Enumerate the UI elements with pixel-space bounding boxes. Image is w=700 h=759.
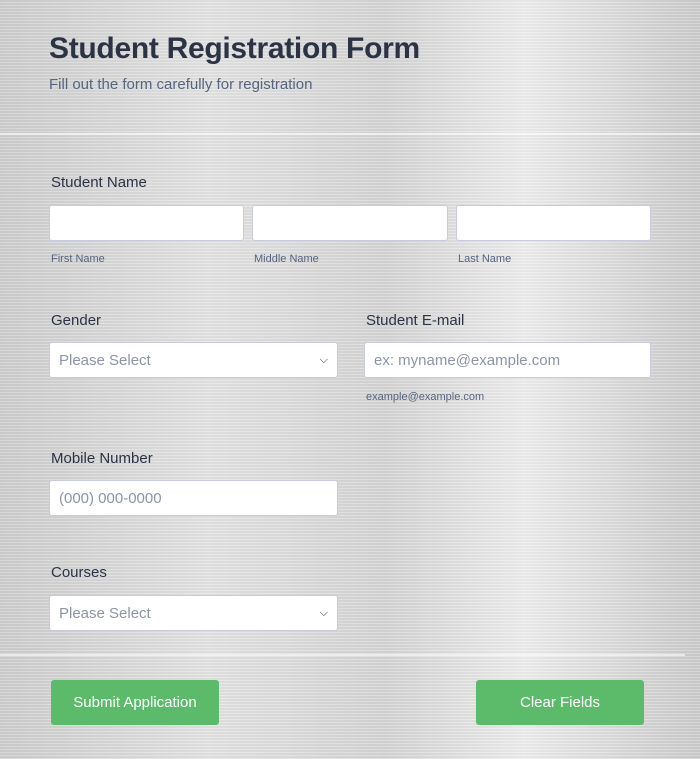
first-name-input[interactable] xyxy=(49,205,244,241)
page-subtitle: Fill out the form carefully for registration xyxy=(49,76,313,93)
email-input[interactable] xyxy=(364,342,651,378)
student-name-label: Student Name xyxy=(51,174,147,191)
email-label: Student E-mail xyxy=(366,312,465,329)
gender-select[interactable] xyxy=(49,342,338,378)
email-placeholder: ex: myname@example.com xyxy=(374,351,561,369)
courses-select-value: Please Select xyxy=(59,604,151,622)
email-hint: example@example.com xyxy=(366,391,485,403)
page-title: Student Registration Form xyxy=(49,32,420,65)
divider xyxy=(0,654,685,656)
courses-select[interactable] xyxy=(49,595,338,631)
last-name-input[interactable] xyxy=(456,205,651,241)
gender-select-value: Please Select xyxy=(59,351,151,369)
clear-fields-button[interactable]: Clear Fields xyxy=(476,680,644,725)
mobile-placeholder: (000) 000-0000 xyxy=(59,489,162,507)
submit-button[interactable]: Submit Application xyxy=(51,680,219,725)
courses-label: Courses xyxy=(51,564,107,581)
chevron-down-icon: ⌵ xyxy=(319,353,328,366)
divider xyxy=(0,133,700,135)
last-name-sublabel: Last Name xyxy=(458,253,512,265)
mobile-input[interactable] xyxy=(49,480,338,516)
middle-name-sublabel: Middle Name xyxy=(254,253,319,265)
chevron-down-icon: ⌵ xyxy=(319,606,328,619)
gender-label: Gender xyxy=(51,312,102,329)
mobile-label: Mobile Number xyxy=(51,450,153,467)
middle-name-input[interactable] xyxy=(252,205,448,241)
first-name-sublabel: First Name xyxy=(51,253,105,265)
